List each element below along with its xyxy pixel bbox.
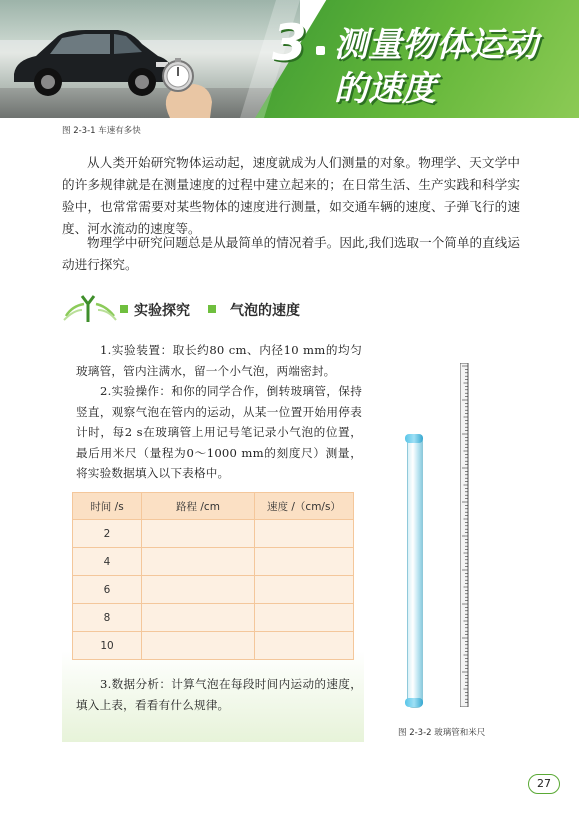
section-square-icon bbox=[208, 305, 216, 313]
data-table bbox=[72, 492, 354, 660]
table-row bbox=[73, 604, 354, 632]
intro-paragraph-2: 物理学中研究问题总是从最简单的情况着手。因此,我们选取一个简单的直线运动进行探究。 bbox=[62, 235, 520, 272]
table-cell bbox=[142, 632, 255, 660]
table-cell bbox=[255, 604, 354, 632]
intro-paragraph-1: 从人类开始研究物体运动起，速度就成为人们测量的对象。物理学、天文学中的许多规律就是在测量速度的过程中建立起来的；在日常生活、生产实践和科学实验中，也常常需要对某些物体的速度进行测量，如交通车辆的速度、子弹飞行的速度、河水流动的速度等。 bbox=[62, 155, 520, 236]
experiment-step-3: 3.数据分析：计算气泡在每段时间内运动的速度，填入上表，看看有什么规律。 bbox=[76, 677, 362, 712]
chapter-title-line2: 的速度 bbox=[334, 69, 436, 109]
table-cell: 10 bbox=[73, 632, 142, 660]
figure2-caption: 图 2-3-2 玻璃管和米尺 bbox=[398, 728, 486, 738]
stopwatch-hand-image bbox=[150, 58, 230, 118]
table-row bbox=[73, 576, 354, 604]
table-cell: 6 bbox=[73, 576, 142, 604]
glass-tube-top-cap bbox=[405, 434, 423, 443]
grass-icon bbox=[62, 294, 118, 324]
table-cell: 2 bbox=[73, 520, 142, 548]
section-title: 气泡的速度 bbox=[230, 303, 300, 319]
figure1-caption: 图 2-3-1 车速有多快 bbox=[62, 126, 141, 136]
table-cell: 4 bbox=[73, 548, 142, 576]
table-cell: 8 bbox=[73, 604, 142, 632]
table-header: 速度 /（cm/s） bbox=[255, 493, 354, 520]
table-cell bbox=[255, 576, 354, 604]
table-row bbox=[73, 632, 354, 660]
table-header: 时间 /s bbox=[73, 493, 142, 520]
table-header: 路程 /cm bbox=[142, 493, 255, 520]
page-number: 27 bbox=[528, 774, 560, 794]
section-label: 实验探究 bbox=[134, 303, 190, 319]
table-row bbox=[73, 548, 354, 576]
table-header-row bbox=[73, 493, 354, 520]
experiment-step-1: 1.实验装置：取长约80 cm、内径10 mm的均匀玻璃管，管内注满水，留一个小气泡，两端密封。 bbox=[76, 343, 362, 378]
meter-stick bbox=[460, 363, 472, 707]
table-cell bbox=[142, 520, 255, 548]
chapter-number: 3 bbox=[272, 14, 307, 72]
table-cell bbox=[142, 548, 255, 576]
glass-tube bbox=[407, 436, 423, 708]
table-cell bbox=[142, 604, 255, 632]
experiment-step-2: 2.实验操作：和你的同学合作，倒转玻璃管，保持竖直，观察气泡在管内的运动，从某一位置开始用停表计时，每2 s在玻璃管上用记号笔记录小气泡的位置，最后用米尺（量程为0～1000 mm的刻度尺）测量，将实验数据填入以下表格中。 bbox=[76, 384, 362, 480]
section-heading bbox=[62, 294, 462, 324]
section-square-icon bbox=[120, 305, 128, 313]
glass-tube-bottom-cap bbox=[405, 698, 423, 707]
table-cell bbox=[255, 632, 354, 660]
table-cell bbox=[255, 520, 354, 548]
table-cell bbox=[255, 548, 354, 576]
table-row bbox=[73, 520, 354, 548]
chapter-title-line1: 测量物体运动 bbox=[334, 25, 538, 65]
chapter-dot bbox=[316, 46, 325, 55]
table-cell bbox=[142, 576, 255, 604]
